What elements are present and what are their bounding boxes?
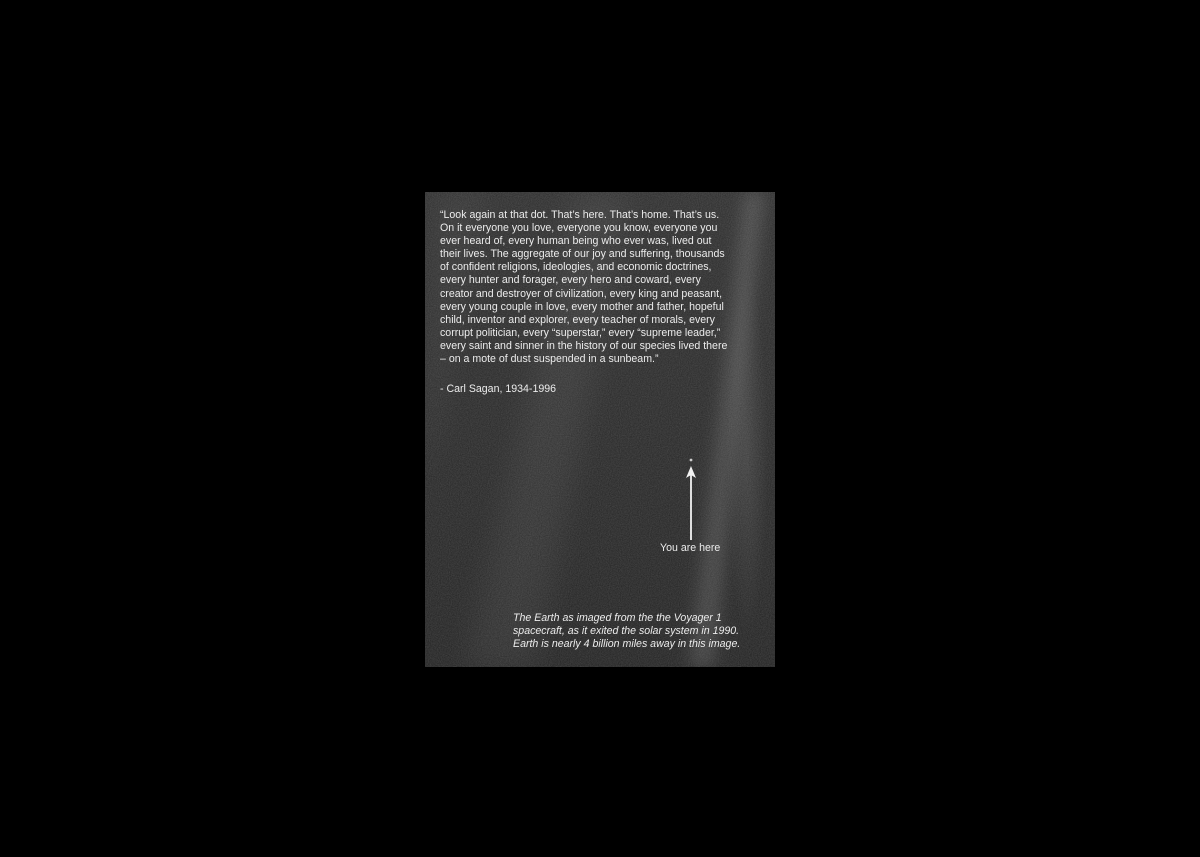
image-caption: The Earth as imaged from the the Voyager 1 spacecraft, as it exited the solar system in 1990. Earth is nearly 4 billion miles away in this image. [513, 612, 741, 651]
you-are-here-label: You are here [660, 542, 721, 554]
up-arrow-icon [684, 466, 698, 540]
quote-attribution: - Carl Sagan, 1934-1996 [440, 383, 557, 395]
earth-dot [690, 459, 693, 462]
pale-blue-dot-poster [425, 192, 775, 667]
sagan-quote: “Look again at that dot. That’s here. That’s home. That’s us. On it everyone you love, everyone you know, everyone you ever heard of, every human being who ever was, lived out their lives. The aggregate of our joy and suffering, thousands of confident religions, ideologies, and economic doctrines, every hunter and forager, every hero and coward, every creator and destroyer of civilization, every king and peasant, every young couple in love, every mother and father, hopeful child, inventor and explorer, every teacher of morals, every corrupt politician, every “superstar,” every “supreme leader,” every saint and sinner in the history of our species lived there – on a mote of dust suspended in a sunbeam.” [440, 209, 728, 366]
